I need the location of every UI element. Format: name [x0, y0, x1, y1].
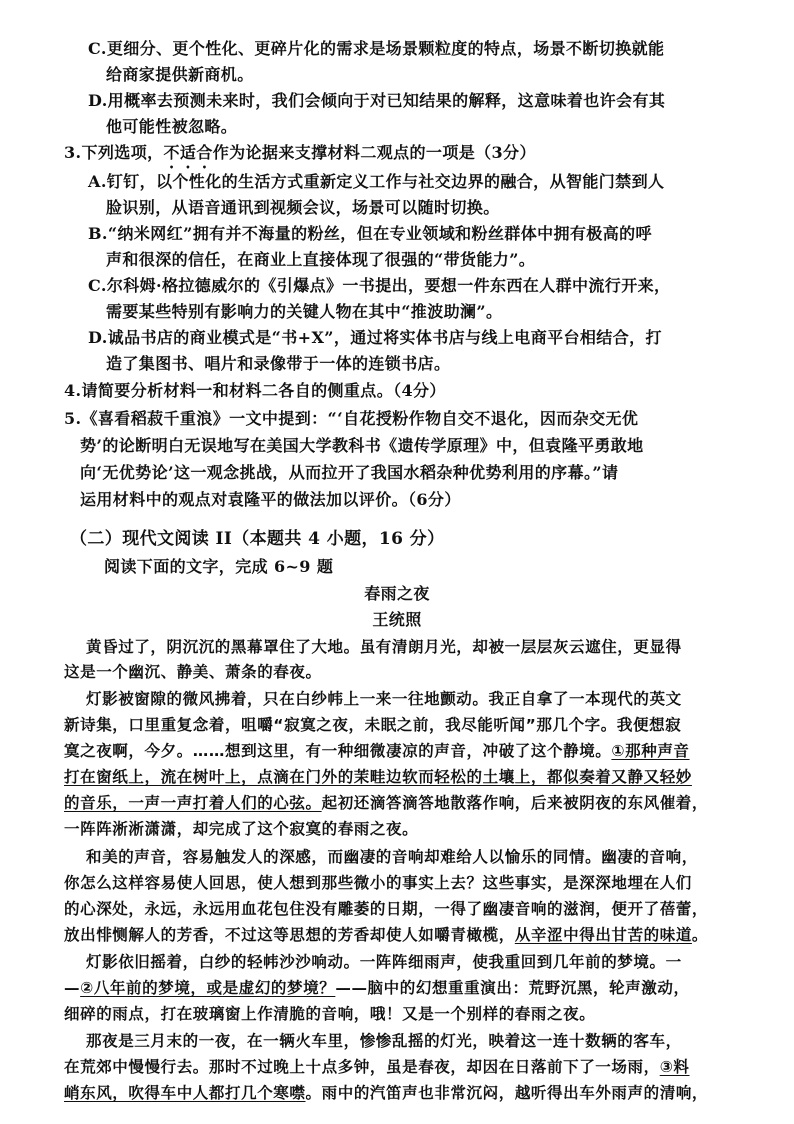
passage-p1-line2: 这是一个幽沉、静美、萧条的春夜。: [64, 663, 322, 681]
q3-option-b-line2: 声和很深的信任，在商业上直接体现了很强的“带货能力”。: [106, 250, 536, 269]
q3-option-d-line1: D.诚品书店的商业模式是“书+X”，通过将实体书店与线上电商平台相结合，打: [88, 328, 662, 347]
passage-p4-line2: [64, 977, 690, 999]
passage-p2-line1: 灯影被窗隙的微风拂着，只在白纱帏上一来一往地颤动。我正自拿了一本现代的英文: [86, 690, 682, 708]
passage-title: 春雨之夜: [364, 584, 430, 603]
underline-1-end: 的音乐，一声一声打着人们的心弦。: [64, 794, 322, 812]
passage-p5-line3-text: 。雨中的汽笛声也非常沉闷，越听得出车外雨声的清响，: [305, 1084, 709, 1102]
q2-option-d-line2: 他可能性被忽略。: [106, 117, 238, 136]
passage-p3-line3: 的心深处，永远，永远用血花包住没有雕萎的日期，一得了幽凄音响的滋润，便开了蓓蕾，: [64, 900, 709, 918]
passage-p4-line2-text: ——脑中的幻想重重演出：荒野沉黑，轮声激动，: [335, 979, 690, 997]
q2-option-d-line1: D.用概率去预测未来时，我们会倾向于对已知结果的解释，这意味着也许会有其: [88, 91, 666, 110]
passage-p5-line2-text: 在荒郊中慢慢行去。那时不过晚上十点多钟，虽是春夜，却因在日落前下了一场雨，: [64, 1058, 660, 1076]
q3-option-c-line1: C.尔科姆·格拉德威尔的《引爆点》一书提出，要想一件东西在人群中流行开来，: [88, 276, 671, 295]
q3-stem-pre: 3.下列选项，: [64, 143, 164, 162]
passage-p4-line2-dash: —: [64, 979, 81, 997]
q3-stem-emphasis: 不适合: [163, 143, 213, 162]
passage-p2-line5-text: 起初还滴答滴答地散落作响，后来被阴夜的东风催着，: [321, 794, 709, 812]
passage-p2-line3-text: 寞之夜啊，今夕。……想到这里，有一种细微凄凉的声音，冲破了这个静境。: [64, 742, 612, 760]
q2-option-c-line1: C.更细分、更个性化、更碎片化的需求是场景颗粒度的特点，场景不断切换就能: [88, 39, 665, 58]
passage-p5-line1: 那夜是三月末的一夜，在一辆火车里，惨惨乱摇的灯光，映着这一连十数辆的客车，: [86, 1032, 682, 1050]
q5-line1: 5.《喜看稻菽千重浪》一文中提到：“‘自花授粉作物自交不退化，因而杂交无优: [64, 409, 639, 428]
q3-option-d-line2: 造了集图书、唱片和录像带于一体的连锁书店。: [106, 354, 451, 373]
q3-stem: [64, 142, 536, 172]
passage-p3-line4-text: 放出悱恻解人的芳香，不过这等思想的芳香却使人如嚼青橄榄，: [64, 926, 515, 944]
passage-p3-line4-end: 。: [691, 926, 709, 944]
underline-1-start: ①那种声音: [611, 742, 690, 760]
passage-p1-line1: 黄昏过了，阴沉沉的黑幕罩住了大地。虽有清朗月光，却被一层层灰云遮住，更显得: [86, 638, 682, 656]
q5-line4: 运用材料中的观点对袁隆平的做法加以评价。（6分）: [80, 490, 461, 509]
passage-p5-line2: [64, 1056, 690, 1078]
q3-option-a-line2: 脸识别，从语音通讯到视频会议，场景可以随时切换。: [106, 198, 500, 217]
passage-p3-line4: [64, 924, 708, 946]
section-heading: （二）现代文阅读 II（本题共 4 小题，16 分）: [70, 529, 445, 549]
q4-text: 4.请简要分析材料一和材料二各自的侧重点。（4分）: [64, 381, 446, 400]
section-instruction: 阅读下面的文字，完成 6~9 题: [104, 557, 334, 576]
passage-p5-line3: [64, 1082, 708, 1104]
passage-p4-line3: 细碎的雨点，打在玻璃窗上作清脆的音响，哦！又是一个别样的春雨之夜。: [64, 1005, 596, 1023]
passage-p4-line1: 灯影依旧摇着，白纱的轻帏沙沙响动。一阵阵细雨声，使我重回到几年前的梦境。一: [86, 953, 682, 971]
underline-3-end: 峭东风，吹得车中人都打几个寒噤: [64, 1084, 306, 1102]
underline-3-start: ③料: [659, 1058, 690, 1076]
q3-option-b-line1: B.“纳米网红”拥有并不海量的粉丝，但在专业领域和粉丝群体中拥有极高的呼: [88, 224, 652, 243]
underline-bitter-taste: 从辛涩中得出甘苦的味道: [514, 926, 692, 944]
passage-p2-line2: 新诗集，口里重复念着，咀嚼“寂寞之夜，未眠之前，我尽能听闻”那几个字。我便想寂: [64, 716, 682, 734]
passage-p3-line1: 和美的声音，容易触发人的深感，而幽凄的音响却难给人以愉乐的同情。幽凄的音响，: [86, 848, 698, 866]
passage-p2-line6: 一阵阵淅淅潇潇，却完成了这个寂寞的春雨之夜。: [64, 820, 419, 838]
q3-option-c-line2: 需要某些特别有影响力的关键人物在其中“推波助澜”。: [106, 302, 503, 321]
passage-p2-line5: [64, 792, 708, 814]
q3-stem-post: 作为论据来支撑材料二观点的一项是（3分）: [212, 143, 536, 162]
underline-2: ②八年前的梦境，或是虚幻的梦境？: [80, 979, 336, 997]
passage-p3-line2: 你怎么这样容易使人回思，使人想到那些微小的事实上去？这些事实，是深深地埋在人们: [64, 874, 692, 892]
q5-line3: 向‘无优势论’这一观念挑战，从而拉开了我国水稻杂种优势利用的序幕。”请: [80, 463, 619, 482]
passage-p2-line4-underlined: 打在窗纸上，流在树叶上，点滴在门外的茉畦边软而轻松的土壤上，都似奏着又静又轻妙: [64, 768, 692, 786]
q3-option-a-line1: A.钉钉，以个性化的生活方式重新定义工作与社交边界的融合，从智能门禁到人: [88, 172, 665, 191]
passage-p2-line3: [64, 740, 690, 762]
q5-line2: 势’的论断明白无误地写在美国大学教科书《遗传学原理》中，但袁隆平勇敢地: [80, 436, 644, 455]
q2-option-c-line2: 给商家提供新商机。: [106, 65, 254, 84]
passage-author: 王统照: [372, 610, 422, 629]
